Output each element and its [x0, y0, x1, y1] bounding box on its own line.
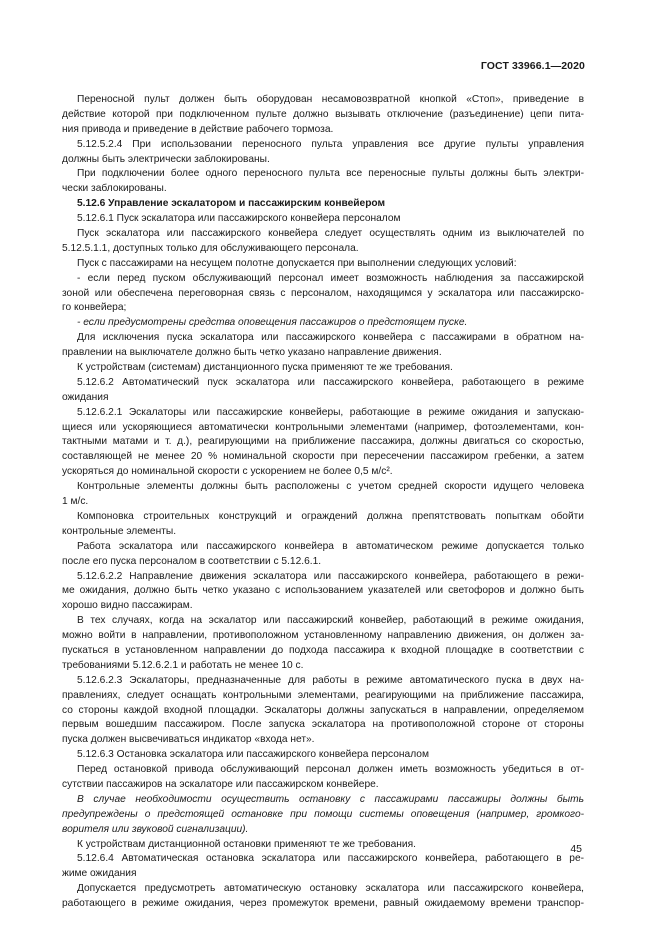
text-line: 5.12.6.2 Автоматический пуск эскалатора или пассажирского конвейера, работающего в режиме — [77, 376, 584, 388]
text-line: пускаться в установленном направлении до подхода пассажира к входной площадке в соответствии с — [62, 644, 584, 656]
text-line: ускоряться до номинальной скорости с ускорением не более 0,5 м/с². — [62, 466, 393, 478]
text-line: Контрольные элементы должны быть расположены с учетом средней скорости идущего человека — [77, 481, 584, 493]
text-line: со стороны каждой входной площадки. Эскалаторы должны запускаться в направлении, определяемом — [62, 704, 584, 716]
text-line: можно войти в направлении, противоположном установленному направлению движения, он должен за- — [62, 630, 584, 642]
text-line: При подключении более одного переносного пульта все переносные пульты должны быть электри- — [77, 168, 584, 180]
text-line: щиеся или ускоряющиеся автоматически контрольными элементами (например, фотоэлементами, кон- — [62, 421, 584, 433]
text-line: тактными матами и т. д.), реагирующими на приближение пассажира, должны двигаться со скоростью, — [62, 436, 584, 448]
text-line: ворителя или звуковой сигнализации). — [62, 823, 249, 835]
text-line: работающего в режиме ожидания, через промежуток времени, равный ожидаемому времени транспор- — [62, 898, 584, 910]
text-line: 1 м/с. — [62, 496, 89, 508]
text-line: Компоновка строительных конструкций и ограждений должна препятствовать попыткам обойти — [77, 510, 584, 522]
text-line: контрольные элементы. — [62, 525, 177, 537]
text-line: К устройствам дистанционной остановки применяют те же требования. — [77, 838, 416, 850]
text-line: сутствии пассажиров на эскалаторе или пассажирском конвейере. — [62, 778, 379, 790]
text-line: - если предусмотрены средства оповещения пассажиров о предстоящем пуске. — [77, 317, 468, 329]
text-line: хорошо видно пассажирам. — [62, 600, 193, 612]
text-line: В случае необходимости осуществить остановку с пассажирами пассажиры должны быть — [77, 793, 584, 805]
text-line: ния привода и приведение в действие рабочего тормоза. — [62, 123, 334, 135]
text-line: ме ожидания, должно быть четко указано с использованием указателей или светофоров и должно быть — [62, 585, 584, 597]
text-line: Для исключения пуска эскалатора или пассажирского конвейера с пассажирами в обратном на- — [77, 332, 584, 344]
text-line: правлениях, следует оснащать контрольными элементами, реагирующими на приближение пассажира, — [62, 689, 584, 701]
document-body — [62, 93, 584, 912]
text-line: В тех случаях, когда на эскалатор или пассажирский конвейер, работающий в режиме ожидания, — [77, 615, 584, 627]
text-line: правлении на выключателе должно быть четко указано направление движения. — [62, 347, 442, 359]
text-line: действие которой при подключенном пульте должно вызывать отключение (разъединение) цепи пита- — [62, 108, 584, 120]
text-line: 5.12.6 Управление эскалатором и пассажирским конвейером — [77, 198, 386, 210]
page-number: 45 — [570, 843, 582, 855]
text-line: должны быть электрически заблокированы. — [62, 153, 270, 165]
text-line: Допускается предусмотреть автоматическую остановку эскалатора или пассажирского конвейера, — [77, 883, 584, 895]
text-line: Работа эскалатора или пассажирского конвейера в автоматическом режиме допускается только — [77, 540, 584, 552]
text-line: К устройствам (системам) дистанционного пуска применяют те же требования. — [77, 362, 453, 374]
text-line: Перед остановкой привода обслуживающий персонал должен иметь возможность убедиться в от- — [77, 764, 584, 776]
text-line: Пуск эскалатора или пассажирского конвейера следует осуществлять одним из выключателей по — [77, 228, 584, 240]
text-line: зоной или обеспечена переговорная связь с персоналом, находящимся у эскалатора или пассажирско- — [62, 287, 584, 299]
text-line: пуска должен высвечиваться индикатор «входа нет». — [62, 734, 315, 746]
text-line: 5.12.6.3 Остановка эскалатора или пассажирского конвейера персоналом — [77, 749, 429, 761]
text-line: 5.12.6.1 Пуск эскалатора или пассажирского конвейера персоналом — [77, 213, 401, 225]
text-line: - если перед пуском обслуживающий персонал имеет возможность наблюдения за пассажирской — [77, 272, 584, 284]
document-header: ГОСТ 33966.1—2020 — [480, 60, 585, 72]
text-line: 5.12.5.2.4 При использовании переносного пульта управления все другие пульты управления — [77, 138, 584, 150]
text-line: Пуск с пассажирами на несущем полотне допускается при выполнении следующих условий: — [77, 257, 517, 269]
text-line: ожидания — [62, 391, 109, 403]
text-line: требованиями 5.12.6.2.1 и работать не менее 10 с. — [62, 659, 304, 671]
text-line: составляющей не менее 20 % номинальной скорости при пересечении пассажиром гребенки, а затем — [62, 451, 584, 463]
text-line: го конвейера; — [62, 302, 127, 314]
text-line: первым вошедшим пассажиром. После запуска эскалатора на противоположной стороне от стороны — [62, 719, 584, 731]
text-line: 5.12.5.1.1, доступных только для обслуживающего персонала. — [62, 242, 359, 254]
text-line: жиме ожидания — [62, 868, 137, 880]
text-line: Переносной пульт должен быть оборудован несамовозвратной кнопкой «Стоп», приведение в — [77, 94, 584, 105]
text-line: 5.12.6.2.2 Направление движения эскалатора или пассажирского конвейера, работающего в режи- — [77, 570, 584, 582]
text-line: 5.12.6.2.1 Эскалаторы или пассажирские конвейеры, работающие в режиме ожидания и запускаю- — [77, 406, 584, 418]
text-line: 5.12.6.2.3 Эскалаторы, предназначенные для работы в режиме автоматического пуска в двух на- — [77, 674, 584, 686]
text-line: 5.12.6.4 Автоматическая остановка эскалатора или пассажирского конвейера, работающего в ре- — [77, 853, 584, 865]
text-line: после его пуска персоналом в соответствии с 5.12.6.1. — [62, 555, 322, 567]
text-line: предупреждены о предстоящей остановке при помощи системы оповещения (например, громкого- — [62, 808, 584, 820]
text-line: чески заблокированы. — [62, 183, 167, 195]
